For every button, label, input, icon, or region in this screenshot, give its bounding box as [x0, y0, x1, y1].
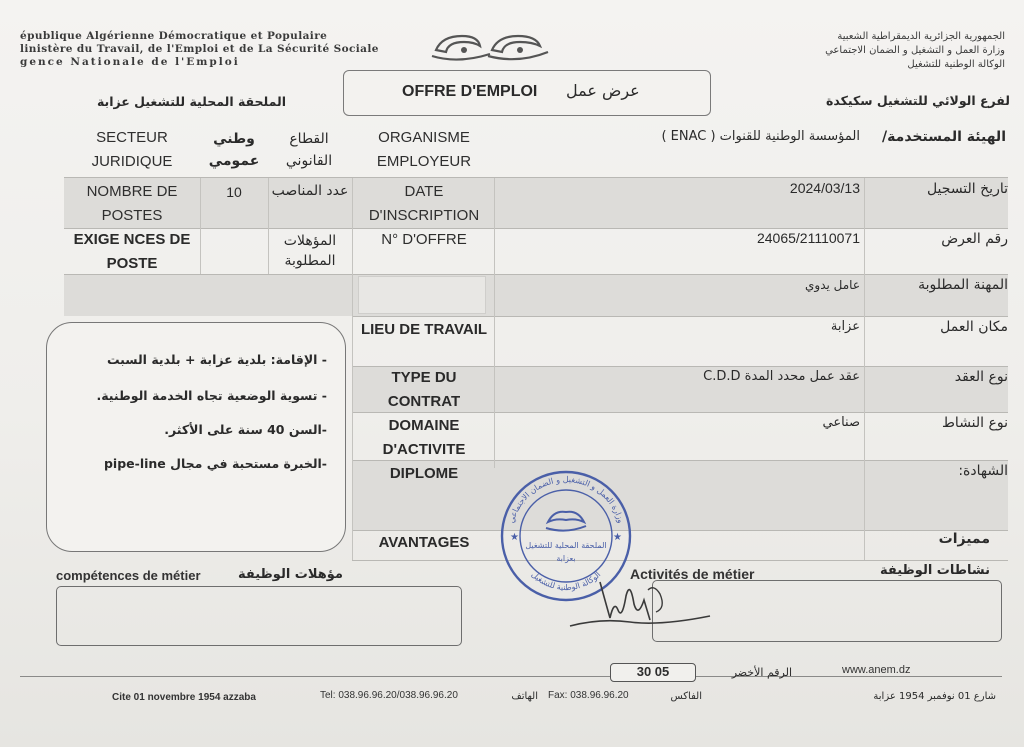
header-fr-line1: épublique Algérienne Démocratique et Populaire [20, 30, 328, 42]
header-fr-line3: gence Nationale de l'Emploi [20, 56, 240, 68]
contract-label-fr: TYPE DU CONTRAT [387, 369, 461, 410]
stamp-outer-text: وزارة العمل و التشغيل و الضمان الاجتماعي [506, 474, 626, 525]
grid-line [494, 178, 495, 468]
branch-agency: لفرع الولائي للتشغيل سكيكدة [826, 93, 1010, 108]
job-label-ar: المهنة المطلوبة [918, 277, 1008, 293]
requirement-item: - الإقامة: بلدية عزابة + بلدية السبت [106, 352, 327, 367]
svg-text:★: ★ [613, 532, 622, 543]
employer-value: المؤسسة الوطنية للقنوات ( ENAC ) [661, 129, 860, 144]
reg-date-label-ar: تاريخ التسجيل [926, 181, 1008, 197]
contract-label-ar: نوع العقد [954, 369, 1008, 385]
stamp-inner-line1: الملحقة المحلية للتشغيل [525, 541, 607, 550]
diploma-label-fr: DIPLOME [389, 465, 459, 482]
tel-ar: الهاتف [511, 691, 538, 702]
sector-label-fr: SECTEUR JURIDIQUE [91, 129, 173, 170]
title-fr: OFFRE D'EMPLOI [402, 83, 538, 100]
posts-label-ar: عدد المناصب [271, 183, 349, 199]
reg-date-label-fr: DATE D'INSCRIPTION [368, 183, 480, 224]
workplace-label-ar: مكان العمل [940, 319, 1008, 335]
requirements-box [46, 322, 346, 552]
title-ar: عرض عمل [566, 81, 640, 100]
row-shade-2 [64, 274, 1008, 316]
employer-label-fr: ORGANISME EMPLOYEUR [376, 129, 472, 170]
footer-line [20, 676, 1002, 677]
svg-text:★: ★ [510, 532, 519, 543]
local-agency: الملحقة المحلية للتشغيل عزابة [96, 94, 286, 109]
fax: Fax: 038.96.96.20 [548, 690, 629, 701]
grid-line [64, 177, 1008, 178]
contract-value: عقد عمل محدد المدة C.D.D [703, 369, 860, 384]
workplace-label-fr: LIEU DE TRAVAIL [360, 321, 488, 338]
header-fr-line2: linistère du Travail, de l'Emploi et de La Sécurité Sociale [20, 43, 379, 55]
header-ar-line2: وزارة العمل و التشغيل و الضمان الاجتماعي [825, 45, 1005, 56]
anem-logo-icon [428, 30, 552, 64]
stamp-inner-line2: بعزابة [556, 554, 576, 563]
sector-label-ar: القطاع القانوني [285, 131, 333, 169]
requirement-item: -السن 40 سنة على الأكثر. [164, 422, 327, 437]
activites-label-ar: نشاطات الوظيفة [880, 563, 990, 578]
website: www.anem.dz [842, 664, 911, 676]
title-box [343, 70, 711, 116]
advantages-label-ar: مميزات [938, 531, 990, 547]
posts-value: 10 [226, 184, 242, 200]
green-number-box: 30 05 [610, 663, 696, 682]
requirement-item: - تسوية الوضعية تجاه الخدمة الوطنية. [96, 388, 327, 403]
grid-line [64, 274, 1008, 275]
reg-date-value: 2024/03/13 [789, 180, 860, 196]
employer-label-ar: الهيئة المستخدمة/ [882, 129, 1006, 145]
grid-line [268, 178, 269, 274]
header-ar-line3: الوكالة الوطنية للتشغيل [907, 59, 1005, 70]
offer-no-value: 24065/21110071 [756, 230, 860, 246]
diploma-label-ar: الشهادة: [958, 463, 1008, 479]
tel: Tel: 038.96.96.20/038.96.96.20 [320, 690, 458, 701]
requirement-item: -الخبرة مستحبة في مجال pipe-line [103, 456, 327, 471]
address-fr: Cite 01 novembre 1954 azzaba [112, 692, 256, 703]
grid-line [352, 178, 353, 560]
competences-label-fr: compétences de métier [56, 568, 201, 583]
stamp-bottom-text: الوكالة الوطنية للتشغيل [529, 569, 603, 593]
grid-line [352, 316, 1008, 317]
grid-line [864, 178, 865, 560]
competences-box [56, 586, 462, 646]
grid-line [200, 178, 201, 274]
offer-no-label-fr: N° D'OFFRE [381, 231, 467, 248]
green-number-label: الرقم الأخضر [731, 666, 792, 679]
sector-value: وطني عمومي [208, 131, 260, 169]
activites-label-fr: Activités de métier [630, 566, 755, 582]
signature-icon [560, 560, 730, 640]
grid-line [64, 228, 1008, 229]
fax-ar: الفاكس [670, 691, 702, 702]
qual-label-fr: EXIGE NCES DE POSTE [73, 231, 191, 272]
activity-value: صناعي [822, 415, 860, 430]
competences-label-ar: مؤهلات الوظيفة [238, 567, 343, 582]
header-ar-line1: الجمهورية الجزائرية الديمقراطية الشعبية [837, 31, 1005, 42]
job-value: عامل يدوي [805, 278, 860, 292]
posts-label-fr: NOMBRE DE POSTES [86, 183, 178, 224]
address-ar: شارع 01 نوفمبر 1954 عزابة [873, 691, 996, 702]
workplace-value: عزابة [830, 319, 860, 334]
empty-cell [358, 276, 486, 314]
activity-label-ar: نوع النشاط [941, 415, 1008, 431]
advantages-label-fr: AVANTAGES [378, 534, 470, 551]
offer-no-label-ar: رقم العرض [941, 231, 1008, 247]
qual-label-ar: المؤهلات المطلوبة [283, 233, 337, 269]
activity-label-fr: DOMAINE D'ACTIVITE [382, 417, 466, 458]
